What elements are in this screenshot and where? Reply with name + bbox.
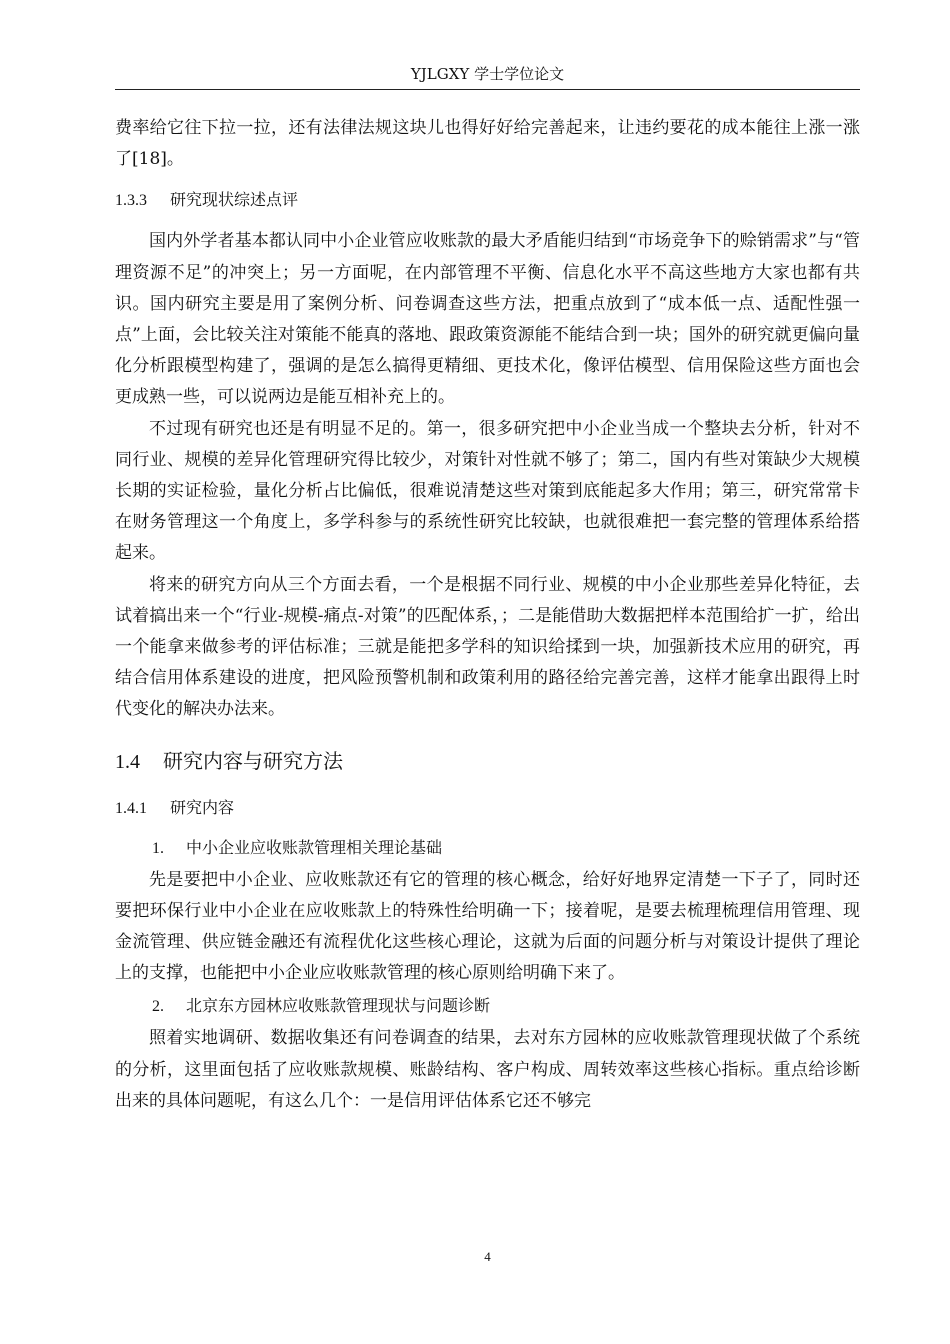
section-title: 研究内容与研究方法 <box>163 748 343 773</box>
section-heading-1-4 <box>115 748 860 775</box>
section-number: 1.4.1 <box>115 799 147 817</box>
paragraph-theory-basis: 先是要把中小企业、应收账款还有它的管理的核心概念，给好好地界定清楚一下子了，同时还要把环保行业中小企业在应收账款上的特殊性给明确一下；接着呢，是要去梳理梳理信用管理、现金流管理、供应链金融还有流程优化这些核心理论，这就为后面的问题分析与对策设计提供了理论上的支撑，也能把中小企业应收账款管理的核心原则给明确下来了。 <box>115 869 860 984</box>
page-body <box>115 113 860 1117</box>
section-number: 1.4 <box>115 750 140 773</box>
paragraph-continuation: 费率给它往下拉一拉，还有法律法规这块儿也得好好给完善起来，让违约要花的成本能往上涨一涨了[18]。 <box>115 118 860 170</box>
paragraph-review-shortcomings: 不过现有研究也还是有明显不足的。第一，很多研究把中小企业当成一个整块去分析，针对不同行业、规模的差异化管理研究得比较少，对策针对性就不够了；第二，国内有些对策缺少大规模长期的实证检验，量化分析占比偏低，很难说清楚这些对策到底能起多大作用；第三，研究常常卡在财务管理这一个角度上，多学科参与的系统性研究比较缺，也就很难把一套完整的管理体系给搭起来。 <box>115 418 860 564</box>
section-number: 1.3.3 <box>115 192 147 210</box>
list-item-number: 1. <box>152 839 164 857</box>
list-item-title: 中小企业应收账款管理相关理论基础 <box>186 837 443 857</box>
section-title: 研究内容 <box>170 797 235 817</box>
section-title: 研究现状综述点评 <box>170 190 299 210</box>
paragraph-future-directions: 将来的研究方向从三个方面去看，一个是根据不同行业、规模的中小企业那些差异化特征，去试着搞出来一个“行业-规模-痛点-对策”的匹配体系，；二是能借助大数据把样本范围给扩一扩，给出一个能拿来做参考的评估标准；三就是能把多学科的知识给揉到一块，加强新技术应用的研究，再结合信用体系建设的进度，把风险预警机制和政策利用的路径给完善完善，这样才能拿出跟得上时代变化的解决办法来。 <box>115 574 860 720</box>
section-heading-1-3-3 <box>115 189 860 212</box>
paragraph-status-diagnosis: 照着实地调研、数据收集还有问卷调查的结果，去对东方园林的应收账款管理现状做了个系统的分析，这里面包括了应收账款规模、账龄结构、客户构成、周转效率这些核心指标。重点给诊断出来的具体问题呢，有这么几个：一是信用评估体系它还不够完 <box>115 1028 860 1111</box>
list-item-1 <box>115 833 860 864</box>
header-rule <box>115 89 860 90</box>
page-number: 4 <box>484 1249 491 1264</box>
running-header: YJLGXY 学士学位论文 <box>410 65 565 83</box>
list-item-number: 2. <box>152 998 164 1016</box>
list-item-2 <box>115 991 860 1022</box>
list-item-title: 北京东方园林应收账款管理现状与问题诊断 <box>186 996 491 1016</box>
paragraph-review-summary: 国内外学者基本都认同中小企业管应收账款的最大矛盾能归结到“市场竞争下的赊销需求”与“管理资源不足”的冲突上；另一方面呢，在内部管理不平衡、信息化水平不高这些地方大家也都有共识。国内研究主要是用了案例分析、问卷调查这些方法，把重点放到了“成本低一点、适配性强一点”上面，会比较关注对策能不能真的落地、跟政策资源能不能结合到一块；国外的研究就更偏向量化分析跟模型构建了，强调的是怎么搞得更精细、更技术化，像评估模型、信用保险这些方面也会更成熟一些，可以说两边是能互相补充上的。 <box>115 231 860 408</box>
section-heading-1-4-1 <box>115 797 860 820</box>
